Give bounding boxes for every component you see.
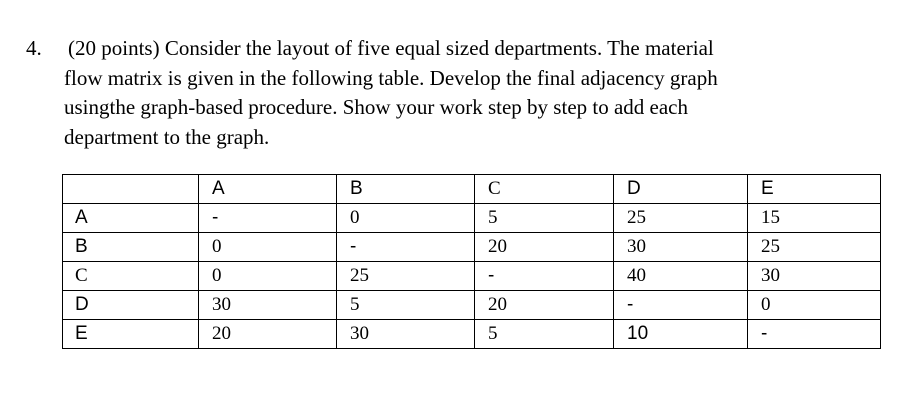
table-cell: - xyxy=(614,291,748,320)
table-cell: 10 xyxy=(614,320,748,349)
table-cell: 5 xyxy=(475,204,614,233)
column-header-d: D xyxy=(614,175,748,204)
table-cell: 5 xyxy=(475,320,614,349)
question-line-3: usingthe graph-based procedure. Show your work step by step to add each xyxy=(64,95,689,119)
table-cell: 0 xyxy=(199,262,337,291)
table-cell: 25 xyxy=(748,233,881,262)
table-cell: - xyxy=(475,262,614,291)
table-cell: 25 xyxy=(614,204,748,233)
question-line-2: flow matrix is given in the following table. Develop the final adjacency graph xyxy=(64,65,718,90)
table-cell: 20 xyxy=(475,291,614,320)
table-cell: 0 xyxy=(748,291,881,320)
table-cell: 40 xyxy=(614,262,748,291)
table-cell: 25 xyxy=(337,262,475,291)
question-line-1 xyxy=(26,34,886,64)
row-header-e: E xyxy=(63,320,199,349)
question-line-4: department to the graph. xyxy=(64,124,270,149)
table-cell: 0 xyxy=(199,233,337,262)
question-line-1-text: (20 points) Consider the layout of five equal sized departments. The material xyxy=(68,36,714,60)
question-number: 4. xyxy=(26,36,42,60)
question-text xyxy=(26,34,886,152)
table-cell: - xyxy=(337,233,475,262)
table-row xyxy=(63,291,881,320)
column-header-a: A xyxy=(199,175,337,204)
table-row xyxy=(63,204,881,233)
column-header-e: E xyxy=(748,175,881,204)
row-header-d: D xyxy=(63,291,199,320)
table-row xyxy=(63,262,881,291)
column-header-c: C xyxy=(475,175,614,204)
table-cell: 20 xyxy=(199,320,337,349)
table-cell: 15 xyxy=(748,204,881,233)
table-cell: - xyxy=(199,204,337,233)
table-header-row xyxy=(63,175,881,204)
column-header-b: B xyxy=(337,175,475,204)
row-header-b: B xyxy=(63,233,199,262)
table-cell: - xyxy=(748,320,881,349)
table-cell: 30 xyxy=(614,233,748,262)
table-corner-cell xyxy=(63,175,199,204)
flow-matrix-table xyxy=(62,174,881,349)
table-cell: 30 xyxy=(199,291,337,320)
row-header-c: C xyxy=(63,262,199,291)
table-cell: 5 xyxy=(337,291,475,320)
table-cell: 30 xyxy=(337,320,475,349)
table-cell: 0 xyxy=(337,204,475,233)
table-cell: 30 xyxy=(748,262,881,291)
row-header-a: A xyxy=(63,204,199,233)
table-row xyxy=(63,320,881,349)
table-row xyxy=(63,233,881,262)
table-cell: 20 xyxy=(475,233,614,262)
